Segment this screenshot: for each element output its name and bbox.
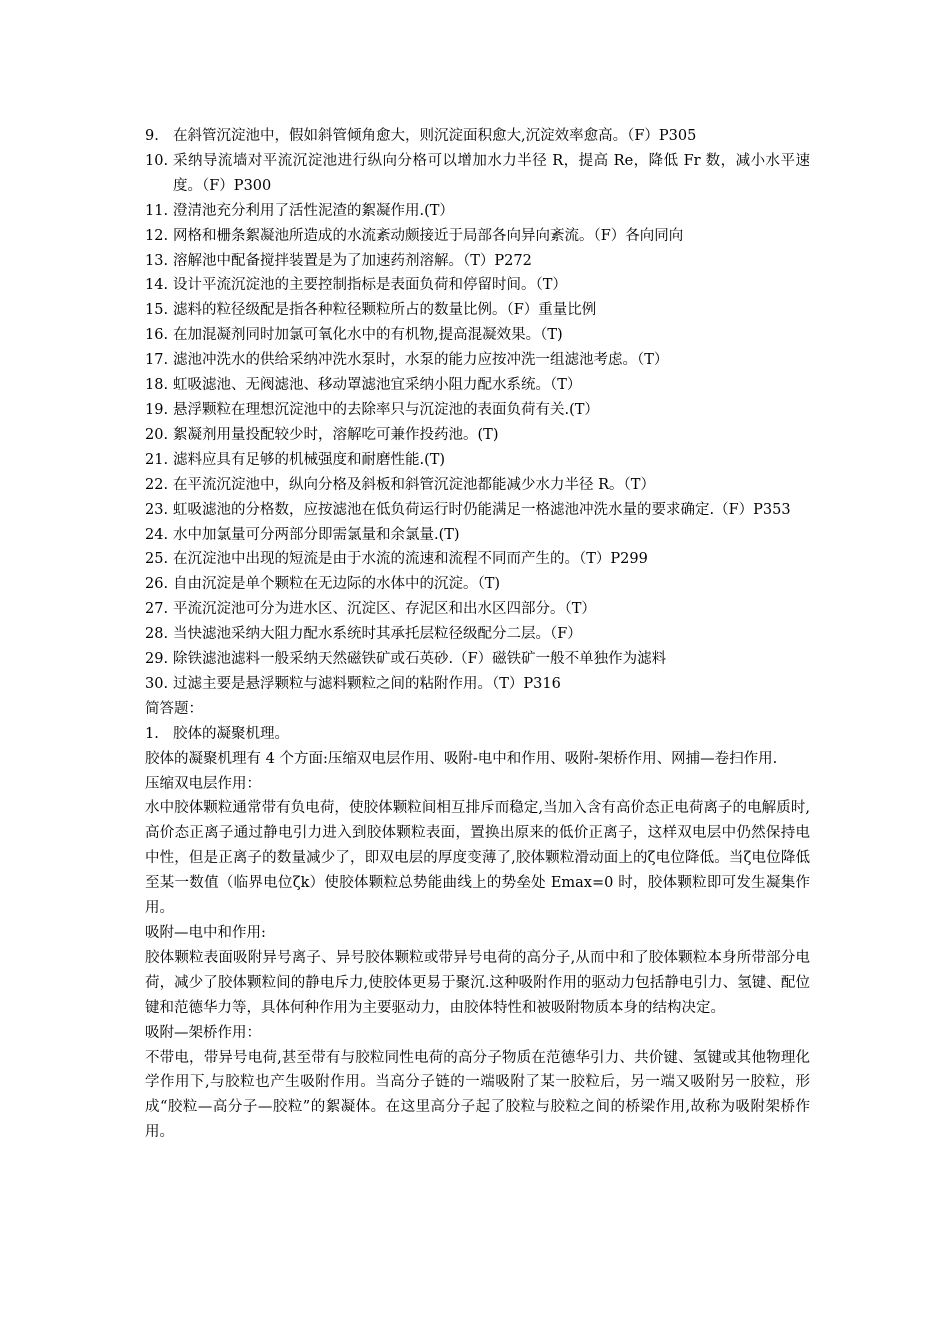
document-page: [145, 124, 810, 1145]
mechanism-body: 胶体颗粒表面吸附异号离子、异号胶体颗粒或带异号电荷的高分子,从而中和了胶体颗粒本身所带部分电荷，减少了胶体颗粒间的静电斥力,使胶体更易于聚沉.这种吸附作用的驱动力包括静电引力、氢键、配位键和范德华力等，具体何种作用为主要驱动力，由胶体特性和被吸附物质本身的结构决定。: [145, 949, 810, 1016]
list-item: [145, 224, 810, 249]
list-item: [145, 498, 810, 523]
item-text: 悬浮颗粒在理想沉淀池中的去除率只与沉淀池的表面负荷有关.(T）: [173, 401, 599, 418]
item-number: 21.: [145, 451, 169, 468]
item-text: 在平流沉淀池中，纵向分格及斜板和斜管沉淀池都能减少水力半径 R。（T）: [173, 476, 655, 493]
item-text: 溶解池中配备搅拌装置是为了加速药剂溶解。（T）P272: [173, 252, 532, 269]
item-text: 滤池冲洗水的供给采纳冲洗水泵时，水泵的能力应按冲洗一组滤池考虑。（T）: [173, 352, 669, 369]
item-number: 15.: [145, 302, 169, 319]
list-item: [145, 273, 810, 298]
item-text: 除铁滤池滤料一般采纳天然磁铁矿或石英砂.（F）磁铁矿一般不单独作为滤料: [173, 651, 667, 668]
mechanism-body: 水中胶体颗粒通常带有负电荷，使胶体颗粒间相互排斥而稳定,当加入含有高价态正电荷离子的电解质时,高价态正离子通过静电引力进入到胶体颗粒表面，置换出原来的低价正离子，这样双电层中仍然保持电中性，但是正离子的数量减少了，即双电层的厚度变薄了,胶体颗粒滑动面上的ζ电位降低。当ζ电位降低至某一数值（临界电位ζk）使胶体颗粒总势能曲线上的势垒处 Emax=0 时，胶体颗粒即可发生凝集作用。: [145, 800, 810, 917]
mechanism-heading: 吸附—架桥作用：: [145, 1024, 261, 1041]
section-title: 简答题：: [145, 700, 203, 717]
item-number: 16.: [145, 327, 169, 344]
item-number: 28.: [145, 626, 169, 643]
item-text: 在斜管沉淀池中，假如斜管倾角愈大，则沉淀面积愈大,沉淀效率愈高。（F）P305: [173, 128, 697, 144]
item-text: 平流沉淀池可分为进水区、沉淀区、存泥区和出水区四部分。（T）: [173, 601, 596, 618]
item-text: 絮凝剂用量投配较少时，溶解吃可兼作投药池。(T): [173, 426, 499, 443]
list-item: [145, 597, 810, 622]
item-number: 14.: [145, 277, 169, 294]
answer-intro: 胶体的凝聚机理有 4 个方面:压缩双电层作用、吸附-电中和作用、吸附-架桥作用、网捕—卷扫作用.: [145, 750, 778, 767]
list-item: [145, 373, 810, 398]
list-item: [145, 124, 810, 149]
item-text: 采纳导流墙对平流沉淀池进行纵向分格可以增加水力半径 R，提高 Re，降低 Fr 数，减小水平速度。（F）P300: [173, 152, 810, 194]
item-number: 13.: [145, 252, 169, 269]
item-number: 25.: [145, 551, 169, 568]
list-item: [145, 149, 810, 199]
list-item: [145, 448, 810, 473]
list-item: [145, 199, 810, 224]
item-number: 23.: [145, 501, 169, 518]
list-item: [145, 298, 810, 323]
list-item: [145, 473, 810, 498]
list-item: [145, 672, 810, 697]
list-item: [145, 323, 810, 348]
list-item: [145, 249, 810, 274]
mechanism-body: 不带电，带异号电荷,甚至带有与胶粒同性电荷的高分子物质在范德华引力、共价键、氢键或其他物理化学作用下,与胶粒也产生吸附作用。当高分子链的一端吸附了某一胶粒后，另一端又吸附另一胶粒，形成“胶粒—高分子—胶粒”的絮凝体。在这里高分子起了胶粒与胶粒之间的桥梁作用,故称为吸附架桥作用。: [145, 1049, 810, 1141]
item-number: 29.: [145, 651, 169, 668]
mechanism-heading: 压缩双电层作用：: [145, 775, 261, 792]
list-item: [145, 647, 810, 672]
item-number: 18.: [145, 377, 169, 394]
true-false-list: [145, 124, 810, 697]
question-number: 1.: [145, 725, 159, 742]
item-text: 在沉淀池中出现的短流是由于水流的流速和流程不同而产生的。（T）P299: [173, 551, 648, 568]
question-item: [145, 722, 810, 747]
item-text: 澄清池充分利用了活性泥渣的絮凝作用.(T）: [173, 202, 454, 219]
item-text: 自由沉淀是单个颗粒在无边际的水体中的沉淀。（T): [173, 576, 501, 593]
list-item: [145, 572, 810, 597]
item-text: 在加混凝剂同时加氯可氧化水中的有机物,提高混凝效果。（T): [173, 327, 563, 344]
item-number: 12.: [145, 227, 169, 244]
item-text: 滤料应具有足够的机械强度和耐磨性能.(T): [173, 451, 446, 468]
item-text: 过滤主要是悬浮颗粒与滤料颗粒之间的粘附作用。（T）P316: [173, 675, 561, 692]
item-number: 17.: [145, 352, 169, 369]
list-item: [145, 547, 810, 572]
list-item: [145, 523, 810, 548]
item-text: 虹吸滤池的分格数，应按滤池在低负荷运行时仍能满足一格滤池冲洗水量的要求确定.（F）P353: [173, 501, 791, 518]
item-text: 网格和栅条絮凝池所造成的水流紊动颇接近于局部各向异向紊流。（F）各向同向: [173, 227, 684, 244]
mechanism-heading: 吸附—电中和作用:: [145, 925, 266, 941]
list-item: [145, 622, 810, 647]
item-number: 11.: [145, 202, 169, 219]
item-number: 10.: [145, 152, 169, 169]
item-number: 19.: [145, 401, 169, 418]
item-text: 虹吸滤池、无阀滤池、移动罩滤池宜采纳小阻力配水系统。（T）: [173, 377, 582, 394]
list-item: [145, 423, 810, 448]
item-number: 26.: [145, 576, 169, 593]
item-number: 20.: [145, 426, 169, 443]
item-number: 24.: [145, 526, 169, 543]
item-text: 当快滤池采纳大阻力配水系统时其承托层粒径级配分二层。（F）: [173, 626, 582, 643]
item-number: 22.: [145, 476, 169, 493]
question-text: 胶体的凝聚机理。: [173, 725, 289, 742]
item-number: 9.: [145, 128, 159, 144]
list-item: [145, 398, 810, 423]
item-text: 滤料的粒径级配是指各种粒径颗粒所占的数量比例。（F）重量比例: [173, 302, 597, 319]
item-number: 27.: [145, 601, 169, 618]
item-text: 水中加氯量可分两部分即需氯量和余氯量.(T): [173, 526, 460, 543]
list-item: [145, 348, 810, 373]
item-text: 设计平流沉淀池的主要控制指标是表面负荷和停留时间。（T）: [173, 277, 567, 294]
item-number: 30.: [145, 675, 169, 692]
